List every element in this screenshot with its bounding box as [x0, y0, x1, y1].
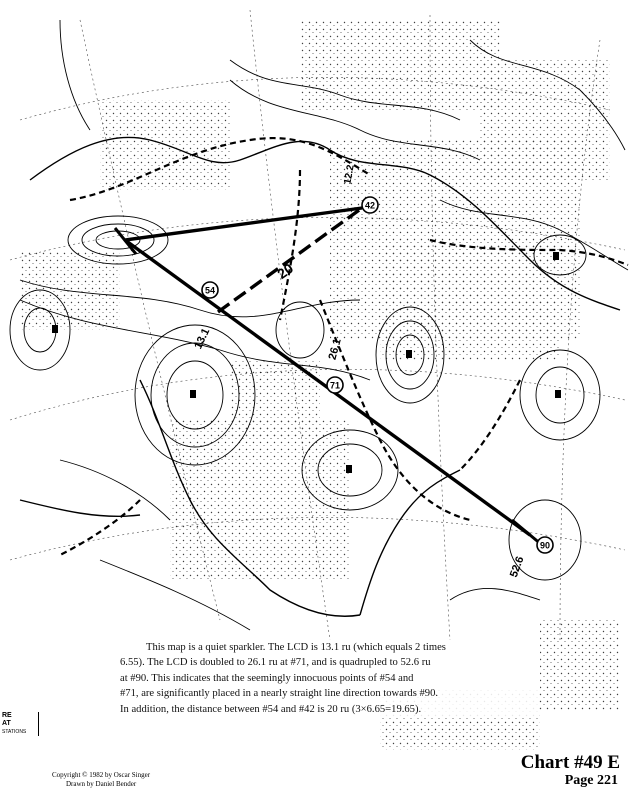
drawn-by-text: Drawn by Daniel Bender: [66, 780, 137, 788]
distance-label-12: 12.2: [342, 164, 357, 186]
distance-label-26: 26.1: [326, 337, 344, 362]
caption-line-2: 6.55). The LCD is doubled to 26.1 ru at #71, and is quadrupled to 52.6 ru: [120, 657, 431, 669]
caption-line-1: This map is a quiet sparkler. The LCD is 13.1 ru (which equals 2 times: [146, 642, 446, 653]
legend-fragment-stations: STATIONS: [2, 729, 27, 735]
station-71-label: 71: [329, 380, 341, 391]
caption-line-3: at #90. This indicates that the seemingly innocuous points of #54 and: [120, 672, 414, 684]
legend-fragment-re: RE: [2, 712, 12, 719]
map-caption: [120, 640, 538, 717]
distance-label-52: 52.6: [507, 554, 527, 580]
page-number: Page 221: [564, 773, 618, 788]
station-54-label: 54: [204, 285, 216, 296]
legend-fragment-at: AT: [2, 720, 11, 727]
copyright-block: [52, 771, 150, 789]
station-42-label: 42: [364, 200, 376, 211]
distance-label-13: 13.1: [192, 326, 213, 351]
distance-label-20: 20: [274, 259, 297, 282]
caption-line-4: #71, are significantly placed in a nearly straight line direction towards #90.: [120, 688, 439, 700]
map-legend-fragment: [0, 712, 39, 736]
station-90-label: 90: [539, 540, 551, 551]
caption-line-5: In addition, the distance between #54 and #42 is 20 ru (3×6.65=19.65).: [120, 703, 422, 715]
chart-title: Chart #49 E: [520, 752, 620, 773]
copyright-text: Copyright © 1982 by Oscar Singer: [52, 771, 151, 779]
